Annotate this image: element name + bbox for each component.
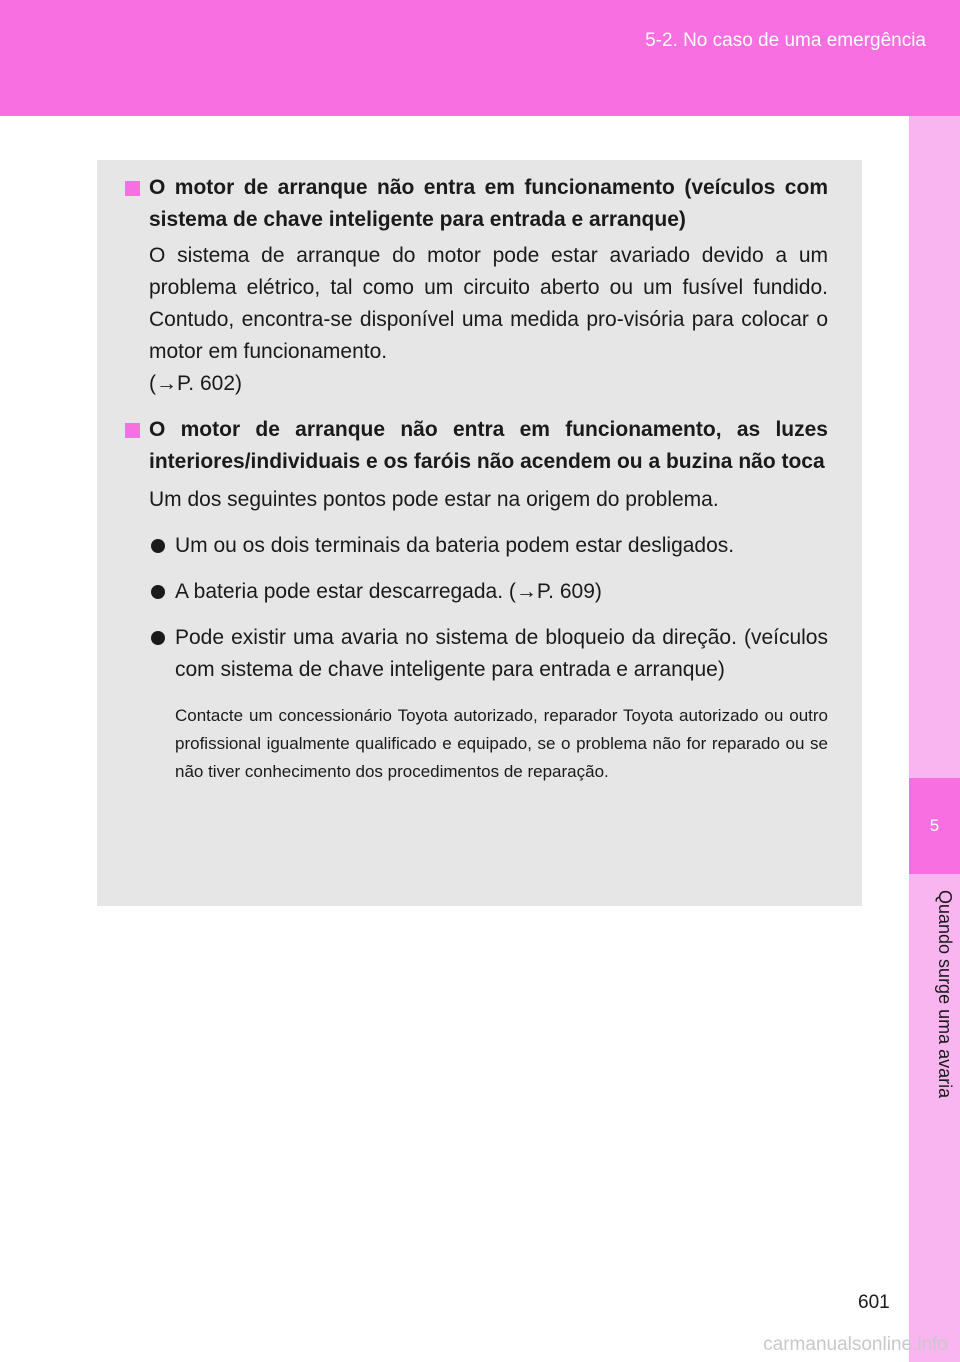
page-number: 601 — [858, 1292, 890, 1313]
list-item: Um ou os dois terminais da bateria podem estar desligados. — [97, 530, 862, 562]
chapter-label: Quando surge uma avaria — [935, 890, 955, 1099]
section-title: 5-2. No caso de uma emergência — [645, 30, 926, 51]
chapter-number: 5 — [929, 816, 940, 835]
section-text: O sistema de arranque do motor pode estar avariado devido a um problema elétrico, tal como um circuito aberto ou um fusível fundido. Contudo, encontra-se disponível uma medida pro-visória para colocar o motor em funcionamento. — [149, 244, 828, 363]
bullet-dot-icon — [151, 631, 165, 645]
list-item: A bateria pode estar descarregada. (→P. 609) — [97, 576, 862, 608]
info-panel — [97, 160, 862, 906]
note-text: Contacte um concessionário Toyota autorizado, reparador Toyota autorizado ou outro profissional igualmente qualificado e equipado, se o problema não for reparado ou se não tiver conhecimento dos procedimentos de reparação. — [175, 706, 828, 781]
list-item: Pode existir uma avaria no sistema de bloqueio da direção. (veículos com sistema de chave inteligente para entrada e arranque) — [97, 622, 862, 686]
square-bullet-icon — [125, 181, 140, 196]
chapter-number-box — [909, 778, 960, 874]
section-heading: O motor de arranque não entra em funcionamento (veículos com sistema de chave inteligente para entrada e arranque) — [97, 172, 862, 236]
square-bullet-icon — [125, 423, 140, 438]
bullet-dot-icon — [151, 585, 165, 599]
section-smart-key — [97, 172, 862, 400]
section-text: Um dos seguintes pontos pode estar na origem do problema. — [149, 488, 719, 511]
watermark: carmanualsonline.info — [763, 1334, 948, 1355]
page-reference: (→P. 602) — [149, 372, 242, 395]
bullet-dot-icon — [151, 539, 165, 553]
chapter-side-tab — [909, 116, 960, 1362]
page-header — [0, 0, 960, 116]
section-no-start — [97, 414, 862, 786]
section-heading: O motor de arranque não entra em funcionamento, as luzes interiores/individuais e os faróis não acendem ou a buzina não toca — [97, 414, 862, 478]
